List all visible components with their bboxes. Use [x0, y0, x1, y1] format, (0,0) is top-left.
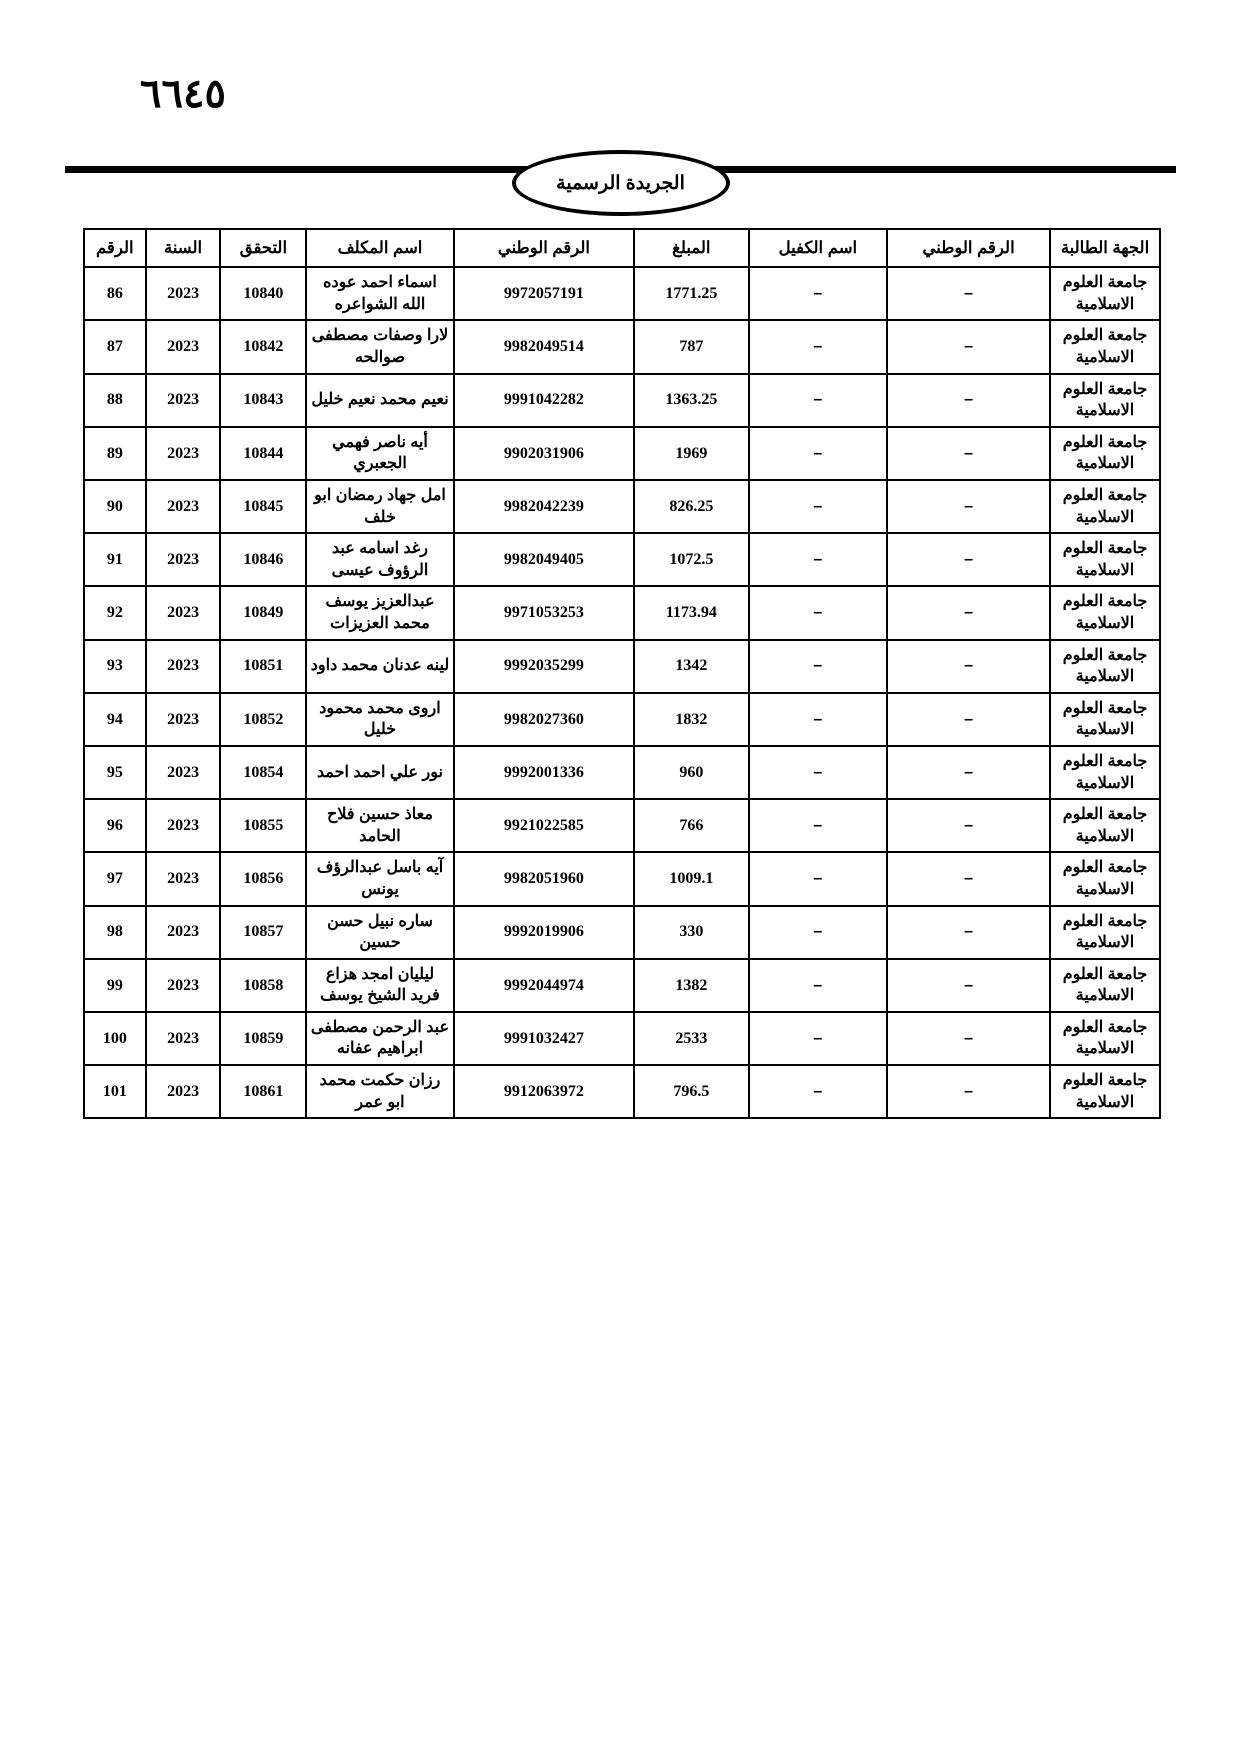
- cell-entity: جامعة العلوم الاسلامية: [1050, 1012, 1160, 1065]
- cell-verify: 10851: [220, 640, 306, 693]
- cell-name: نور علي احمد احمد: [306, 746, 453, 799]
- cell-year: 2023: [146, 693, 221, 746]
- cell-num: 101: [84, 1065, 146, 1118]
- cell-verify: 10854: [220, 746, 306, 799]
- column-header-year: السنة: [146, 229, 221, 267]
- cell-national-id: 9912063972: [454, 1065, 634, 1118]
- cell-num: 99: [84, 959, 146, 1012]
- cell-num: 92: [84, 586, 146, 639]
- cell-num: 97: [84, 852, 146, 905]
- cell-national-id: 9991032427: [454, 1012, 634, 1065]
- cell-year: 2023: [146, 959, 221, 1012]
- table-row: [84, 374, 1160, 427]
- cell-amount: 1072.5: [634, 533, 748, 586]
- cell-entity: جامعة العلوم الاسلامية: [1050, 586, 1160, 639]
- cell-sponsor-national-id: –: [887, 959, 1050, 1012]
- column-header-verify: التحقق: [220, 229, 306, 267]
- cell-num: 89: [84, 427, 146, 480]
- cell-name: عبد الرحمن مصطفى ابراهيم عفانه: [306, 1012, 453, 1065]
- table-header-row: [84, 229, 1160, 267]
- table-row: [84, 906, 1160, 959]
- table-row: [84, 267, 1160, 320]
- table-row: [84, 640, 1160, 693]
- cell-sponsor-national-id: –: [887, 640, 1050, 693]
- cell-entity: جامعة العلوم الاسلامية: [1050, 1065, 1160, 1118]
- table-row: [84, 959, 1160, 1012]
- cell-name: معاذ حسين فلاح الحامد: [306, 799, 453, 852]
- cell-name: رغد اسامه عبد الرؤوف عيسى: [306, 533, 453, 586]
- cell-amount: 1363.25: [634, 374, 748, 427]
- cell-year: 2023: [146, 852, 221, 905]
- cell-sponsor-name: –: [749, 427, 888, 480]
- cell-verify: 10859: [220, 1012, 306, 1065]
- cell-name: لينه عدنان محمد داود: [306, 640, 453, 693]
- cell-national-id: 9982027360: [454, 693, 634, 746]
- cell-verify: 10858: [220, 959, 306, 1012]
- cell-verify: 10842: [220, 320, 306, 373]
- cell-sponsor-name: –: [749, 533, 888, 586]
- cell-year: 2023: [146, 533, 221, 586]
- cell-name: أيه ناصر فهمي الجعبري: [306, 427, 453, 480]
- cell-year: 2023: [146, 906, 221, 959]
- cell-name: امل جهاد رمضان ابو خلف: [306, 480, 453, 533]
- cell-sponsor-name: –: [749, 852, 888, 905]
- cell-verify: 10855: [220, 799, 306, 852]
- cell-num: 98: [84, 906, 146, 959]
- cell-num: 86: [84, 267, 146, 320]
- cell-entity: جامعة العلوم الاسلامية: [1050, 693, 1160, 746]
- cell-verify: 10857: [220, 906, 306, 959]
- cell-year: 2023: [146, 799, 221, 852]
- cell-verify: 10852: [220, 693, 306, 746]
- cell-verify: 10861: [220, 1065, 306, 1118]
- cell-sponsor-national-id: –: [887, 427, 1050, 480]
- cell-national-id: 9982042239: [454, 480, 634, 533]
- cell-amount: 826.25: [634, 480, 748, 533]
- cell-sponsor-name: –: [749, 374, 888, 427]
- cell-sponsor-name: –: [749, 746, 888, 799]
- cell-num: 93: [84, 640, 146, 693]
- cell-national-id: 9992035299: [454, 640, 634, 693]
- table-row: [84, 1065, 1160, 1118]
- cell-year: 2023: [146, 320, 221, 373]
- cell-sponsor-national-id: –: [887, 799, 1050, 852]
- cell-amount: 1382: [634, 959, 748, 1012]
- cell-sponsor-name: –: [749, 799, 888, 852]
- cell-name: ساره نبيل حسن حسين: [306, 906, 453, 959]
- cell-sponsor-name: –: [749, 693, 888, 746]
- cell-year: 2023: [146, 640, 221, 693]
- cell-year: 2023: [146, 586, 221, 639]
- cell-year: 2023: [146, 374, 221, 427]
- cell-sponsor-name: –: [749, 267, 888, 320]
- cell-sponsor-name: –: [749, 320, 888, 373]
- masthead: [65, 150, 1176, 210]
- cell-entity: جامعة العلوم الاسلامية: [1050, 799, 1160, 852]
- cell-verify: 10856: [220, 852, 306, 905]
- cell-entity: جامعة العلوم الاسلامية: [1050, 427, 1160, 480]
- cell-national-id: 9972057191: [454, 267, 634, 320]
- table-row: [84, 533, 1160, 586]
- cell-amount: 2533: [634, 1012, 748, 1065]
- cell-verify: 10845: [220, 480, 306, 533]
- cell-sponsor-name: –: [749, 1012, 888, 1065]
- cell-name: عبدالعزيز يوسف محمد العزيزات: [306, 586, 453, 639]
- cell-sponsor-national-id: –: [887, 267, 1050, 320]
- table-row: [84, 427, 1160, 480]
- cell-num: 96: [84, 799, 146, 852]
- cell-name: اروى محمد محمود خليل: [306, 693, 453, 746]
- cell-entity: جامعة العلوم الاسلامية: [1050, 906, 1160, 959]
- column-header-sponsor-name: اسم الكفيل: [749, 229, 888, 267]
- cell-name: لارا وصفات مصطفى صوالحه: [306, 320, 453, 373]
- cell-sponsor-national-id: –: [887, 533, 1050, 586]
- cell-sponsor-name: –: [749, 1065, 888, 1118]
- table-row: [84, 799, 1160, 852]
- cell-national-id: 9992044974: [454, 959, 634, 1012]
- cell-national-id: 9982049405: [454, 533, 634, 586]
- table-row: [84, 320, 1160, 373]
- cell-num: 87: [84, 320, 146, 373]
- column-header-num: الرقم: [84, 229, 146, 267]
- cell-sponsor-national-id: –: [887, 320, 1050, 373]
- cell-amount: 766: [634, 799, 748, 852]
- masthead-title: الجريدة الرسمية: [556, 172, 685, 194]
- page-number: ٦٦٤٥: [140, 71, 226, 116]
- cell-entity: جامعة العلوم الاسلامية: [1050, 267, 1160, 320]
- cell-national-id: 9991042282: [454, 374, 634, 427]
- cell-national-id: 9902031906: [454, 427, 634, 480]
- cell-num: 95: [84, 746, 146, 799]
- cell-year: 2023: [146, 480, 221, 533]
- cell-num: 94: [84, 693, 146, 746]
- cell-amount: 1771.25: [634, 267, 748, 320]
- cell-name: رزان حكمت محمد ابو عمر: [306, 1065, 453, 1118]
- table-row: [84, 746, 1160, 799]
- cell-sponsor-national-id: –: [887, 852, 1050, 905]
- cell-national-id: 9971053253: [454, 586, 634, 639]
- records-table-body: [84, 267, 1160, 1118]
- cell-sponsor-name: –: [749, 480, 888, 533]
- cell-year: 2023: [146, 427, 221, 480]
- cell-name: آيه باسل عبدالرؤف يونس: [306, 852, 453, 905]
- column-header-entity: الجهة الطالبة: [1050, 229, 1160, 267]
- cell-year: 2023: [146, 1065, 221, 1118]
- cell-amount: 1342: [634, 640, 748, 693]
- cell-national-id: 9992001336: [454, 746, 634, 799]
- cell-national-id: 9982049514: [454, 320, 634, 373]
- cell-entity: جامعة العلوم الاسلامية: [1050, 480, 1160, 533]
- cell-sponsor-name: –: [749, 906, 888, 959]
- masthead-oval: [512, 150, 730, 216]
- table-row: [84, 480, 1160, 533]
- cell-num: 91: [84, 533, 146, 586]
- cell-amount: 1832: [634, 693, 748, 746]
- cell-verify: 10849: [220, 586, 306, 639]
- cell-num: 88: [84, 374, 146, 427]
- cell-sponsor-national-id: –: [887, 586, 1050, 639]
- cell-entity: جامعة العلوم الاسلامية: [1050, 320, 1160, 373]
- cell-sponsor-national-id: –: [887, 374, 1050, 427]
- cell-year: 2023: [146, 267, 221, 320]
- cell-verify: 10846: [220, 533, 306, 586]
- cell-verify: 10840: [220, 267, 306, 320]
- cell-entity: جامعة العلوم الاسلامية: [1050, 640, 1160, 693]
- column-header-sponsor-national-id: الرقم الوطني: [887, 229, 1050, 267]
- cell-entity: جامعة العلوم الاسلامية: [1050, 852, 1160, 905]
- cell-year: 2023: [146, 746, 221, 799]
- column-header-name: اسم المكلف: [306, 229, 453, 267]
- table-row: [84, 1012, 1160, 1065]
- cell-sponsor-national-id: –: [887, 906, 1050, 959]
- table-row: [84, 693, 1160, 746]
- cell-entity: جامعة العلوم الاسلامية: [1050, 959, 1160, 1012]
- column-header-national-id: الرقم الوطني: [454, 229, 634, 267]
- cell-sponsor-national-id: –: [887, 1012, 1050, 1065]
- cell-sponsor-national-id: –: [887, 480, 1050, 533]
- cell-num: 90: [84, 480, 146, 533]
- records-table-wrapper: [83, 228, 1161, 1119]
- cell-sponsor-name: –: [749, 586, 888, 639]
- cell-name: ليليان امجد هزاع فريد الشيخ يوسف: [306, 959, 453, 1012]
- cell-num: 100: [84, 1012, 146, 1065]
- cell-name: نعيم محمد نعيم خليل: [306, 374, 453, 427]
- cell-national-id: 9992019906: [454, 906, 634, 959]
- cell-entity: جامعة العلوم الاسلامية: [1050, 746, 1160, 799]
- cell-amount: 1173.94: [634, 586, 748, 639]
- cell-name: اسماء احمد عوده الله الشواعره: [306, 267, 453, 320]
- cell-amount: 1969: [634, 427, 748, 480]
- cell-national-id: 9921022585: [454, 799, 634, 852]
- cell-amount: 330: [634, 906, 748, 959]
- cell-verify: 10843: [220, 374, 306, 427]
- cell-sponsor-name: –: [749, 640, 888, 693]
- table-row: [84, 586, 1160, 639]
- cell-amount: 796.5: [634, 1065, 748, 1118]
- cell-year: 2023: [146, 1012, 221, 1065]
- cell-amount: 1009.1: [634, 852, 748, 905]
- cell-national-id: 9982051960: [454, 852, 634, 905]
- cell-entity: جامعة العلوم الاسلامية: [1050, 374, 1160, 427]
- cell-verify: 10844: [220, 427, 306, 480]
- cell-amount: 960: [634, 746, 748, 799]
- cell-sponsor-name: –: [749, 959, 888, 1012]
- cell-entity: جامعة العلوم الاسلامية: [1050, 533, 1160, 586]
- table-row: [84, 852, 1160, 905]
- cell-sponsor-national-id: –: [887, 693, 1050, 746]
- records-table: [83, 228, 1161, 1119]
- cell-sponsor-national-id: –: [887, 746, 1050, 799]
- cell-sponsor-national-id: –: [887, 1065, 1050, 1118]
- cell-amount: 787: [634, 320, 748, 373]
- column-header-amount: المبلغ: [634, 229, 748, 267]
